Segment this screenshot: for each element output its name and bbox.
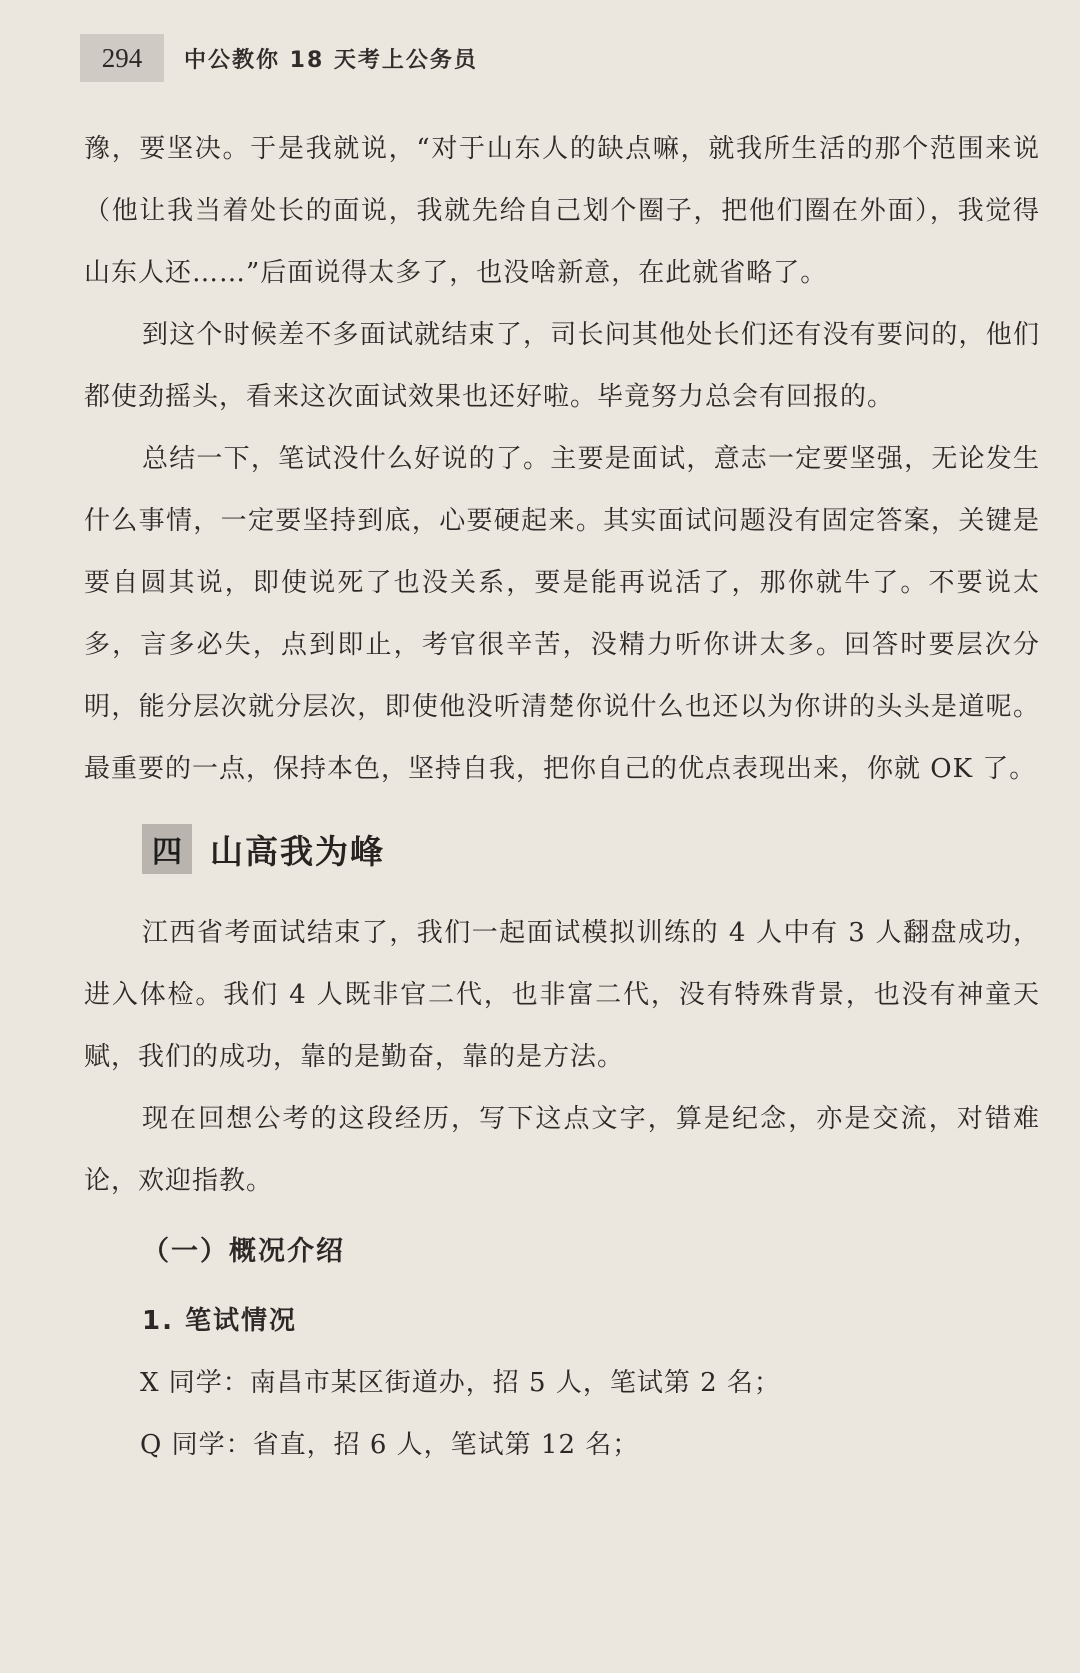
section-number-mark: 四 (142, 824, 192, 874)
list-item: X 同学：南昌市某区街道办，招 5 人，笔试第 2 名； (140, 1368, 781, 1398)
sub-subheading: 1. 笔试情况 (142, 1306, 298, 1336)
paragraph-continued: 豫，要坚决。于是我就说，“对于山东人的缺点嘛，就我所生活的那个范围来说（他让我当着处长的面说，我就先给自己划个圈子，把他们圈在外面），我觉得山东人还……”后面说得太多了，也没啥新意，在此就省略了。 (84, 134, 1040, 288)
section-heading (142, 818, 1040, 880)
paragraph: 江西省考面试结束了，我们一起面试模拟训练的 4 人中有 3 人翻盘成功，进入体检。我们 4 人既非官二代，也非富二代，没有特殊背景，也没有神童天赋，我们的成功，靠的是勤奋，靠的是方法。 (84, 918, 1040, 1072)
subheading: （一）概况介绍 (142, 1236, 345, 1267)
page-number: 294 (80, 34, 164, 82)
page-header (80, 30, 478, 86)
list-item: Q 同学：省直，招 6 人，笔试第 12 名； (140, 1430, 640, 1460)
section-title: 山高我为峰 (210, 831, 385, 871)
page-body (84, 118, 1040, 1476)
paragraph: 到这个时候差不多面试就结束了，司长问其他处长们还有没有要问的，他们都使劲摇头，看来这次面试效果也还好啦。毕竟努力总会有回报的。 (84, 320, 1040, 412)
paragraph: 总结一下，笔试没什么好说的了。主要是面试，意志一定要坚强，无论发生什么事情，一定要坚持到底，心要硬起来。其实面试问题没有固定答案，关键是要自圆其说，即使说死了也没关系，要是能再说活了，那你就牛了。不要说太多，言多必失，点到即止，考官很辛苦，没精力听你讲太多。回答时要层次分明，能分层次就分层次，即使他没听清楚你说什么也还以为你讲的头头是道呢。最重要的一点，保持本色，坚持自我，把你自己的优点表现出来，你就 OK 了。 (84, 444, 1040, 784)
running-title: 中公教你 18 天考上公务员 (184, 47, 478, 73)
paragraph: 现在回想公考的这段经历，写下这点文字，算是纪念，亦是交流，对错难论，欢迎指教。 (84, 1104, 1040, 1196)
